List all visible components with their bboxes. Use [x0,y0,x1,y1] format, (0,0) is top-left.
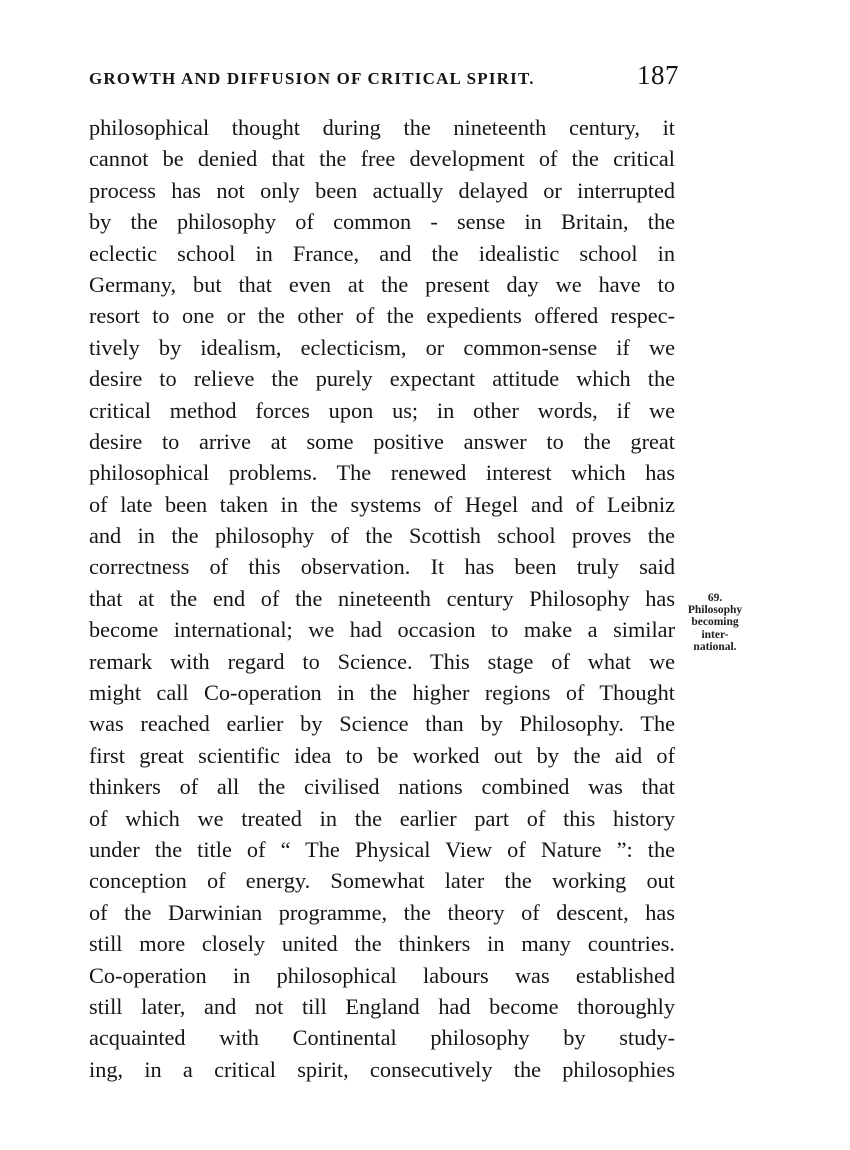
text-line: critical method forces upon us; in other words, if we [89,397,675,423]
text-line: tively by idealism, eclecticism, or common-sense if we [89,334,675,360]
running-header-title: GROWTH AND DIFFUSION OF CRITICAL SPIRIT. [89,69,535,88]
margin-note-line: Philosophy [687,604,743,617]
text-line: still later, and not till England had become thoroughly [89,993,675,1019]
margin-note-number: 69. [707,592,723,604]
text-line: desire to arrive at some positive answer to the great [89,428,675,454]
text-line: first great scientific idea to be worked out by the aid of [89,742,675,768]
text-line: cannot be denied that the free development of the critical [89,146,675,172]
page-number: 187 [637,60,679,90]
text-line: by the philosophy of common - sense in Britain, the [89,209,675,235]
text-line: resort to one or the other of the expedients offered respec- [89,303,675,329]
text-line: eclectic school in France, and the idealistic school in [89,240,675,266]
text-line: of late been taken in the systems of Hegel and of Leibniz [89,491,675,517]
text-line: acquainted with Continental philosophy by study- [89,1025,675,1051]
text-line: become international; we had occasion to make a similar [89,617,675,643]
margin-note-line: national. [693,640,737,653]
text-line: correctness of this observation. It has been truly said [89,554,675,580]
text-line: philosophical thought during the nineteenth century, it [89,115,675,140]
margin-note-line: becoming [691,616,739,629]
text-line: that at the end of the nineteenth century Philosophy has [89,585,675,611]
running-header [89,60,679,94]
body-text [89,112,675,1085]
margin-note [678,592,752,653]
text-line: conception of energy. Somewhat later the working out [89,868,675,894]
text-line: Germany, but that even at the present day we have to [89,271,675,297]
text-line: Co-operation in philosophical labours was established [89,962,675,988]
text-line: and in the philosophy of the Scottish school proves the [89,523,675,549]
text-line: desire to relieve the purely expectant attitude which the [89,366,675,392]
text-line: of the Darwinian programme, the theory of descent, has [89,899,675,925]
text-line: thinkers of all the civilised nations combined was that [89,774,675,800]
text-line: process has not only been actually delayed or interrupted [89,177,675,203]
text-line: remark with regard to Science. This stage of what we [89,648,675,674]
text-line: under the title of “ The Physical View of Nature ”: the [89,836,675,862]
text-line: was reached earlier by Science than by Philosophy. The [89,711,675,737]
text-line: of which we treated in the earlier part of this history [89,805,675,831]
text-line: philosophical problems. The renewed interest which has [89,460,675,486]
text-line: still more closely united the thinkers in many countries. [89,931,675,957]
margin-note-line: inter- [701,628,729,641]
text-line: might call Co-operation in the higher regions of Thought [89,680,675,706]
text-line: ing, in a critical spirit, consecutively the philosophies [89,1056,675,1082]
